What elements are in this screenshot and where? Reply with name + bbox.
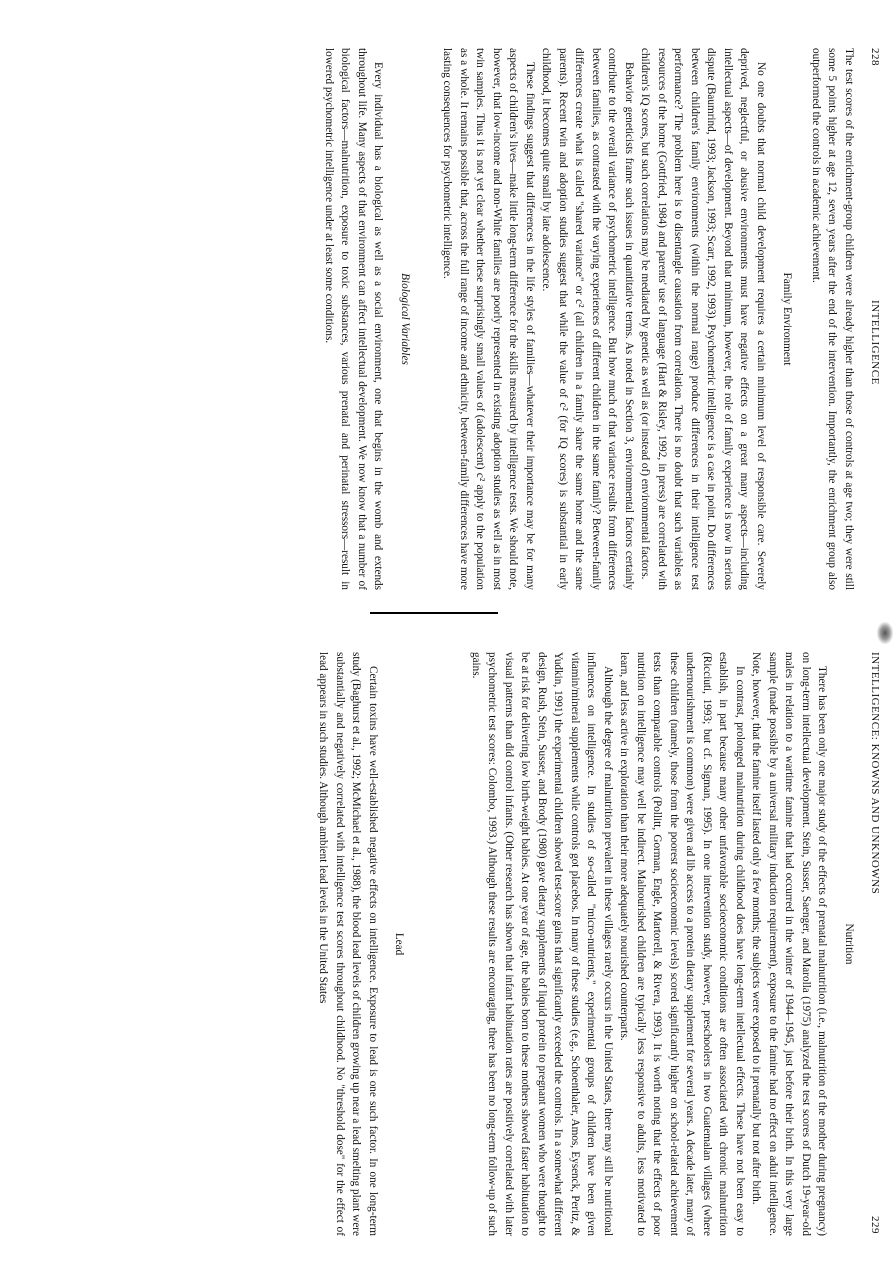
paragraph: In contrast, prolonged malnutrition during childhood does have long-term intellectual effects. These have not been easy to establish, in part because many other unfavorable socioeconomic conditions are often associated with chronic malnutrition (Ricciuti, 1993; but cf. Sigman, 1995). In one intervention study, however, preschoolers in two Guatemalan villages (where undernourishment is common) were given ad lib access to a protein dietary supplement for several years. A decade later, many of these children (namely, those from the poorest socioeconomic levels) scored significantly higher on school-related achievement tests than comparable controls (Pollitt, Gorman, Engle, Martorell, & Rivera, 1993). It is worth noting that the effects of poor nutrition on intelligence may well be indirect. Malnourished children are typically less responsive to adults, less motivated to learn, and less active in exploration than their more adequately nourished counterparts. bbox=[618, 652, 746, 1236]
running-head: INTELLIGENCE bbox=[869, 300, 881, 385]
gutter-mark bbox=[370, 612, 498, 614]
paragraph: No one doubts that normal child development requires a certain minimum level of responsible care. Severely deprived, neglectful, or abusive environments must have negative effects on a great many aspects—including intellectual aspects—of development. Beyond that minimum, however, the role of family experience is now in serious dispute (Baumrind, 1993; Jackson, 1993; Scarr, 1992, 1993). Psychometric intelligence is a case in point. Do differences between children's family environments (within the normal range) produce differences in their intelligence test performance? The problem here is to disentangle causation from correlation. There is no doubt that such variables as resources of the home (Gottfried, 1984) and parents' use of language (Hart & Risley, 1992, in press) are correlated with children's IQ scores, but such correlations may be mediated by genetic as well as (or instead of) environmental factors. bbox=[639, 48, 767, 590]
body-text bbox=[315, 652, 857, 1236]
paragraph: These findings suggest that differences in the life styles of families—whatever their importance may be for many aspects of children's lives—make little long-term difference for the skills measured by intelligence tests. We should note, however, that low-income and non-White families are poorly represented in existing adoption studies as well as in most twin samples. Thus it is not yet clear whether these surprisingly small values of (adolescent) c² apply to the population as a whole. It remains possible that, across the full range of income and ethnicity, between-family differences have more lasting consequences for psychometric intelligence. bbox=[441, 48, 536, 590]
section-heading: Biological Variables bbox=[399, 273, 411, 365]
page-number: 229 bbox=[869, 1216, 881, 1234]
paragraph: Certain toxins have well-established negative effects on intelligence. Exposure to lead is one such factor. In one long-term study (Baghurst et al., 1992; McMichael et al., 1988), the blood lead levels of children growing up near a lead smelting plant were substantially and negatively correlated with intelligence test scores throughout childhood. No "threshold dose" for the effect of lead appears in such studies. Although ambient lead levels in the United States bbox=[317, 652, 379, 1236]
paragraph: Although the degree of malnutrition prevalent in these villages rarely occurs in the United States, there may still be nutritional influences on intelligence. In studies of so-called "micro-nutrients," experimental groups of children have been given vitamin/mineral supplements while controls got placebos. In many of these studies (e.g., Schoenthaler, Amos, Eysenck, Peritz, & Yudkin, 1991) the experimental children showed test-score gains that significantly exceeded the controls. In a somewhat different design, Rush, Stein, Susser, and Brody (1980) gave dietary supplements of liquid protein to pregnant women who were thought to be at risk for delivering low birth-weight babies. At one year of age, the babies born to these mothers showed faster habituation to visual patterns than did control infants. (Other research has shown that infant habituation rates are positively correlated with later psychometric test scores: Colombo, 1993.) Although these results are encouraging, there has been no long-term follow-up of such gains. bbox=[470, 652, 614, 1236]
body-text bbox=[321, 48, 858, 590]
scan-smudge bbox=[877, 622, 893, 644]
running-head: INTELLIGENCE: KNOWNS AND UNKNOWNS bbox=[869, 652, 881, 895]
page-number: 228 bbox=[869, 48, 881, 66]
paragraph: The test scores of the enrichment-group children were already higher than those of controls at age two; they were still some 5 points higher at age 12, seven years after the end of the intervention. Importantly, the enrichment group also outperformed the controls in academic achievement. bbox=[810, 48, 855, 590]
section-heading: Family Environment bbox=[781, 272, 794, 366]
section-heading: Lead bbox=[393, 932, 406, 956]
paragraph: Behavior geneticists frame such issues in quantitative terms. As noted in Section 3, environmental factors certainly contribute to the overall variance of psychometric intelligence. But how much of that variance results from differences between families, as contrasted with the varying experiences of different children in the same family? Between-family differences create what is called "shared variance" or c² (all children in a family share the same home and the same parents). Recent twin and adoption studies suggest that while the value of c² (for IQ scores) is substantial in early childhood, it becomes quite small by late adolescence. bbox=[540, 48, 635, 590]
section-heading: Nutrition bbox=[843, 923, 855, 965]
paragraph: There has been only one major study of the effects of prenatal malnutrition (i.e., malnutrition of the mother during pregnancy) on long-term intellectual development. Stein, Susser, Saenger, and Marolla (1975) analyzed the test scores of Dutch 19-year-old males in relation to a wartime famine that had occurred in the winter of 1944–1945, just before their birth. In this very large sample (made possible by a universal military induction requirement), exposure to the famine had no effect on adult intelligence. Note, however, that the famine itself lasted only a few months; the subjects were exposed to it prenatally but not after birth. bbox=[750, 652, 829, 1236]
paragraph: Every individual has a biological as well as a social environment, one that begins in the womb and extends throughout life. Many aspects of that environment can affect intellectual development. We now know that a number of biological factors—malnutrition, exposure to toxic substances, various prenatal and perinatal stressors—result in lowered psychometric intelligence under at least some conditions. bbox=[323, 48, 385, 590]
page-229 bbox=[0, 640, 893, 1280]
